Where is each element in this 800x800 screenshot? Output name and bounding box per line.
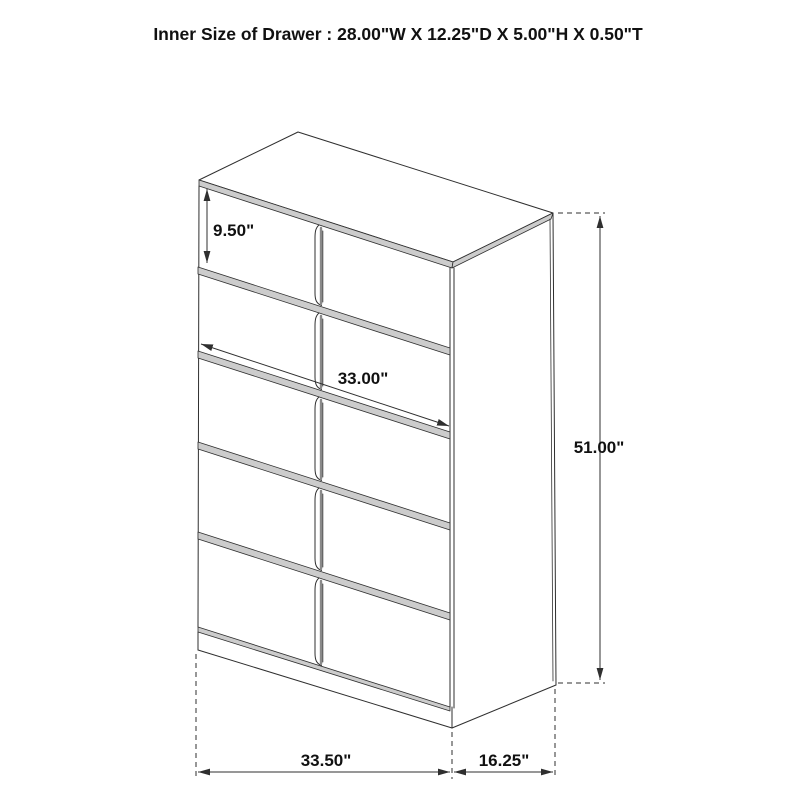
drawer-divider-4 [198,532,450,620]
drawer-divider-3 [198,442,450,530]
drawer-pull-groove-3 [315,397,323,481]
drawer-divider-2 [198,351,450,439]
cabinet-top-face [199,132,553,268]
label-front-width: 33.00" [337,369,389,388]
cabinet-front-face [198,186,454,728]
drawer-pull-groove-2 [315,313,323,390]
label-base-width: 33.50" [300,751,352,770]
drawer-pull-groove-5 [315,578,323,666]
drawer-pull-grooves [315,225,323,666]
page-title: Inner Size of Drawer : 28.00"W X 12.25"D X 5.00"H X 0.50"T [153,24,643,44]
label-base-depth: 16.25" [478,751,530,770]
dimension-front-width [201,344,449,426]
label-top-drawer-height: 9.50" [213,221,255,240]
cabinet-base-plinth [198,627,452,728]
drawer-divider-1 [198,267,450,355]
drawer-pull-groove-1 [315,225,323,306]
cabinet-side-face [452,213,556,728]
label-overall-height: 51.00" [573,438,625,457]
drawer-pull-groove-4 [315,488,323,571]
